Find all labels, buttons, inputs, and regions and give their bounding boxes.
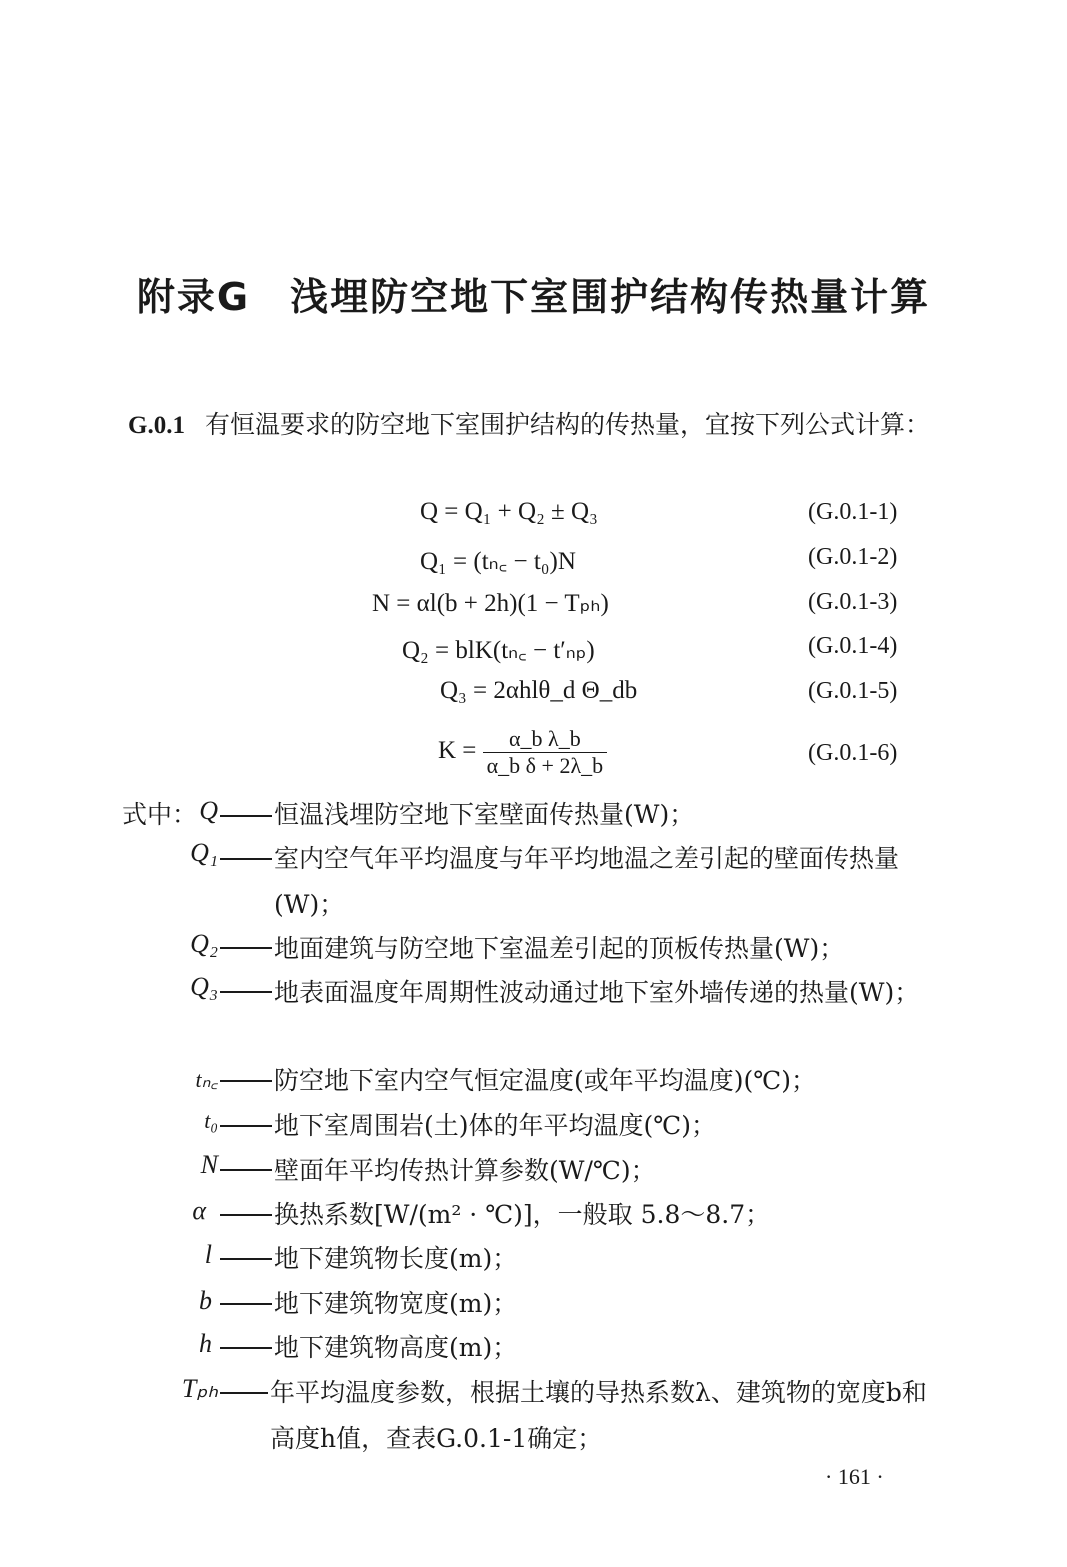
def-text-Q1: 室内空气年平均温度与年平均地温之差引起的壁面传热量(W)； xyxy=(274,844,900,919)
section-text: 有恒温要求的防空地下室围护结构的传热量，宜按下列公式计算： xyxy=(204,410,930,439)
equation-4-number: (G.0.1-4) xyxy=(808,633,898,659)
equation-1: Q = Q₁ + Q₂ ± Q₃ xyxy=(420,498,598,525)
def-dash xyxy=(220,1214,272,1216)
def-symbol-Tph: Tₚₕ xyxy=(181,1374,218,1403)
def-dash xyxy=(220,1392,268,1394)
equation-2: Q₁ = (tₙ꜀ − t₀)N xyxy=(420,548,576,575)
equation-2-number: (G.0.1-2) xyxy=(808,544,898,570)
equation-6-denominator: α_b δ + 2λ_b xyxy=(486,753,604,778)
equation-6 xyxy=(438,726,607,779)
equation-3: N = αl(b + 2h)(1 − Tₚₕ) xyxy=(372,590,609,617)
def-symbol-b: b xyxy=(199,1286,212,1315)
equation-3-number: (G.0.1-3) xyxy=(808,589,898,615)
def-dash xyxy=(220,1169,272,1171)
def-text-Tph: 年平均温度参数，根据土壤的导热系数λ、建筑物的宽度b和高度h值，查表G.0.1-1确定； xyxy=(270,1378,927,1453)
def-dash xyxy=(220,1347,272,1349)
def-dash xyxy=(220,947,272,949)
def-dash xyxy=(220,1303,272,1305)
def-text-l: 地下建筑物长度(m)； xyxy=(274,1244,518,1273)
page-title: 附录G 浅埋防空地下室围护结构传热量计算 xyxy=(136,275,931,319)
def-text-N: 壁面年平均传热计算参数(W/℃)； xyxy=(274,1156,656,1185)
def-text-h: 地下建筑物高度(m)； xyxy=(274,1333,518,1362)
def-symbol-N: N xyxy=(200,1150,218,1179)
def-symbol-Q1: Q₁ xyxy=(190,838,218,867)
def-symbol-h: h xyxy=(199,1329,212,1358)
def-dash xyxy=(220,1258,272,1260)
equation-5-number: (G.0.1-5) xyxy=(808,678,898,704)
def-symbol-t0: t₀ xyxy=(204,1108,218,1133)
def-text-b: 地下建筑物宽度(m)； xyxy=(274,1289,518,1318)
def-dash xyxy=(220,815,272,817)
def-dash xyxy=(220,1125,272,1127)
def-symbol-l: l xyxy=(204,1240,212,1269)
section-number: G.0.1 xyxy=(128,412,185,439)
def-symbol-Q: Q xyxy=(199,796,218,825)
def-dash xyxy=(220,1080,272,1082)
equation-5: Q₃ = 2αhlθ_d Θ_db xyxy=(440,677,638,704)
equation-6-number: (G.0.1-6) xyxy=(808,740,898,766)
section-paragraph xyxy=(128,402,948,448)
def-symbol-tnc: tₙ꜀ xyxy=(195,1067,218,1092)
def-text-tnc: 防空地下室内空气恒定温度(或年平均温度)(℃)； xyxy=(274,1066,816,1095)
page-number: · 161 · xyxy=(825,1464,884,1489)
def-text-t0: 地下室周围岩(土)体的年平均温度(℃)； xyxy=(274,1111,716,1140)
def-symbol-alpha: α xyxy=(192,1196,206,1225)
equation-1-number: (G.0.1-1) xyxy=(808,499,898,525)
def-text-Q2: 地面建筑与防空地下室温差引起的顶板传热量(W)； xyxy=(274,934,845,963)
equation-6-fraction xyxy=(483,726,607,779)
def-dash xyxy=(220,858,272,860)
equation-6-numerator: α_b λ_b xyxy=(483,726,607,753)
def-text-Q: 恒温浅埋防空地下室壁面传热量(W)； xyxy=(274,800,695,829)
def-symbol-Q2: Q₂ xyxy=(190,929,218,958)
def-text-Q3: 地表面温度年周期性波动通过地下室外墙传递的热量(W)； xyxy=(274,978,920,1007)
equation-4: Q₂ = blK(tₙ꜀ − t′ₙₚ) xyxy=(402,637,595,664)
where-label: 式中： xyxy=(122,800,198,829)
def-symbol-Q3: Q₃ xyxy=(190,972,218,1001)
equation-6-lhs: K = xyxy=(438,737,477,765)
def-text-alpha: 换热系数[W/(m² · ℃)]，一般取 5.8～8.7； xyxy=(274,1200,771,1229)
def-dash xyxy=(220,991,272,993)
